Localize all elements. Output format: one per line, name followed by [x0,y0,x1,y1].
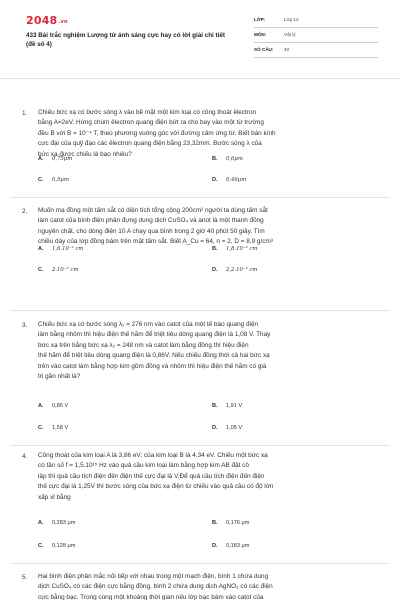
option-key: D. [212,543,218,549]
question-line: cực bằng bạc. Trong cùng một khoảng thời gian nếu lớp bạc bám vào catot của [38,593,264,600]
question-number: 2. [22,208,28,215]
option-c[interactable] [38,177,69,183]
meta-table [254,13,378,58]
question-divider [10,445,390,446]
meta-row-count [254,43,378,58]
question-line: Muốn mạ đồng một tấm sắt có diện tích tổng cộng 200cm² người ta dùng tấm sắt [38,207,268,214]
option-key: C. [38,425,44,431]
option-value: 0,75μm [52,156,73,162]
question-line: nguyên chất, cho dòng điện 10 A chạy qua bình trong 2 giờ 40 phút 50 giây. Tìm [38,227,265,235]
question-text [38,320,378,382]
option-key: B. [212,156,218,162]
question-line: chiều dày của lớp đồng bám trên mặt tấm sắt. Biết A_Cu = 64, n = 2, D = 8,9 g/cm³ [38,238,273,246]
document-title: 433 Bài trắc nghiệm Lượng tử ánh sáng cực hay có lời giải chi tiết (đề số 4) [26,32,225,48]
option-key: D. [212,177,218,183]
question-line: bức xạ được chiếu là bao nhiêu? [38,150,132,158]
option-d[interactable] [212,425,242,431]
question-line: làm bằng nhôm thì hiệu điện thế hãm để triệt tiêu dòng quang điện là 1,08 V. Thay [38,331,271,339]
option-value: 1,05 V [226,425,243,431]
document-header [0,0,400,86]
option-value: 0,6μm [226,156,243,162]
option-value: 1,6.10⁻² cm [52,246,84,252]
question-divider [10,310,390,311]
question-line: cực đại của quỹ đạo các êlectron quang điện bằng 23,32mm. Bước sóng λ của [38,140,262,148]
option-key: D. [212,267,218,273]
option-b[interactable] [212,403,242,409]
meta-row-subject [254,28,378,43]
question-text [38,108,378,160]
option-value: 0,283 μm [52,520,76,526]
logo-text: 2048 [26,14,58,27]
question-line: Chiếu bức xạ có bước sóng λ₁ = 276 nm vào catot của một tế bào quang điện [38,321,259,328]
question-line: Chiếu bức xạ có bước sóng λ vào bề mặt một kim loại có công thoát êlectron [38,109,257,116]
option-key: A. [38,520,44,526]
option-d[interactable] [212,177,246,183]
option-key: A. [38,403,44,409]
question-line: trị gần nhất là? [38,373,81,381]
option-b[interactable] [212,520,249,526]
option-value: 1,58 V [52,425,69,431]
meta-row-class [254,13,378,28]
question-line: thế cực đại là 1,25V thì bước sóng của bức xạ điện từ chiếu vào quả cầu có độ lớn [38,483,274,491]
question-line: bằng A=2eV. Hứng chùm êlectron quang điện bứt ra cho bay vào một từ trường [38,119,264,127]
question-text [38,451,378,503]
question-line: có tần số f = 1,5.10¹⁵ Hz vào quả cầu kim loại làm bằng hợp kim AB đặt cô [38,462,249,470]
question-line: bức xạ trên bằng bức xạ λ₂ = 248 nm và catot làm bằng đồng thì hiệu điện [38,341,249,349]
question-number: 1. [22,110,28,117]
meta-label: LỚP: [254,17,266,22]
meta-value: 40 [284,47,290,52]
question-line: dịch CuSO₄ có các điện cực bằng đồng, bình 2 chứa dung dịch AgNO₃ có các điện [38,583,273,591]
question-text [38,572,378,600]
question-line: Hai bình điện phân mắc nối tiếp với nhau trong một mạch điện, bình 1 chứa dung [38,573,269,580]
option-key: A. [38,246,44,252]
question-number: 5. [22,574,28,581]
question-line: lập thì quả cầu tích điện đến điện thế cực đại là V.Để quả cầu tích điện đến điện [38,472,265,480]
option-c[interactable] [38,425,68,431]
question-line: thế hãm để triệt tiêu dòng quang điện là 0,86V. Nếu chiếu đồng thời cả hai bức xạ [38,352,270,360]
option-b[interactable] [212,246,257,252]
option-d[interactable] [212,543,249,549]
header-divider [0,78,400,79]
option-key: B. [212,403,218,409]
option-a[interactable] [38,156,72,162]
meta-label: MÔN: [254,32,267,37]
option-value: 0,128 μm [52,543,76,549]
option-key: A. [38,156,44,162]
meta-value: Lớp 12 [284,17,299,22]
meta-label: SỐ CÂU: [254,47,274,52]
option-key: D. [212,425,218,431]
option-a[interactable] [38,403,68,409]
option-value: 0,5μm [52,177,69,183]
question-divider [10,197,390,198]
logo-suffix: .vn [58,19,68,25]
option-value: 1,8.10⁻² cm [226,246,258,252]
option-value: 1,91 V [226,403,243,409]
question-number: 4. [22,453,28,460]
question-text [38,206,378,248]
option-value: 0,46μm [226,177,247,183]
option-value: 0,176 μm [226,520,250,526]
option-value: 0,86 V [52,403,69,409]
option-value: 2,2.10⁻² cm [226,267,258,273]
meta-value: Vật lý [284,32,296,37]
question-divider [10,563,390,564]
option-key: B. [212,246,218,252]
question-line: trên vào catot làm bằng hợp kim gồm đồng và nhôm thì hiệu điện thế hãm có giá [38,362,267,370]
option-c[interactable] [38,267,78,273]
question-line: đều B với B = 10⁻⁴ T, theo phương vuông góc với đường cảm ứng từ. Biết bán kính [38,129,276,137]
question-number: 3. [22,322,28,329]
site-logo[interactable] [26,14,68,27]
option-d[interactable] [212,267,257,273]
question-line: làm catot của bình điện phân đựng dung dịch CuSO₄ và anot là một thanh đồng [38,217,264,225]
option-value: 2.10⁻² cm [52,267,79,273]
option-key: C. [38,267,44,273]
question-line: Công thoát của kim loại A là 3,86 eV; của kim loại B là 4,34 eV. Chiếu một bức xạ [38,452,268,459]
option-value: 0,183 μm [226,543,250,549]
option-b[interactable] [212,156,243,162]
option-c[interactable] [38,543,75,549]
option-key: B. [212,520,218,526]
question-line: xấp xỉ bằng [38,493,71,501]
option-a[interactable] [38,520,75,526]
option-a[interactable] [38,246,83,252]
option-key: C. [38,543,44,549]
option-key: C. [38,177,44,183]
